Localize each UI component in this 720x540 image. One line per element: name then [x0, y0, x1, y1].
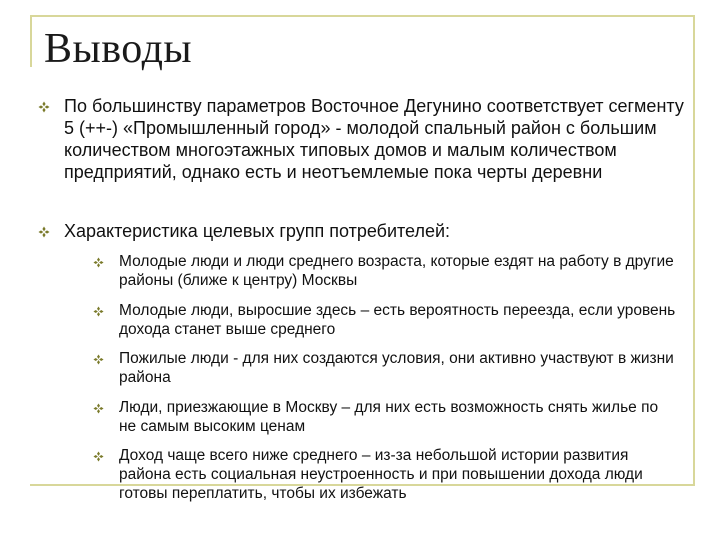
sub-list-item	[119, 398, 679, 436]
diamond-bullet-icon	[93, 403, 105, 415]
sub-list-item-text: Люди, приезжающие в Москву – для них есть возможность снять жилье по не самым высоким ценам	[119, 399, 659, 435]
diamond-bullet-icon	[38, 101, 50, 113]
frame-right-rule	[693, 15, 695, 485]
sub-list-item-text: Молодые люди и люди среднего возраста, которые ездят на работу в другие районы (ближе к центру) Москвы	[119, 253, 674, 289]
diamond-bullet-icon	[93, 451, 105, 463]
sub-list-item-text: Молодые люди, выросшие здесь – есть вероятность переезда, если уровень дохода станет выше среднего	[119, 302, 676, 338]
diamond-bullet-icon	[93, 354, 105, 366]
list-item-text: Характеристика целевых групп потребителей:	[64, 221, 451, 241]
slide-title: Выводы	[44, 26, 193, 72]
sub-list-item	[119, 301, 679, 339]
diamond-bullet-icon	[93, 306, 105, 318]
sub-list-item	[119, 252, 679, 290]
list-item	[64, 95, 684, 183]
list-item-text: По большинству параметров Восточное Дегунино соответствует сегменту 5 (++-) «Промышленный город» - молодой спальный район с большим количеством многоэтажных типовых домов и малым количеством предприятий, однако есть и неотъемлемые пока черты деревни	[64, 96, 684, 182]
diamond-bullet-icon	[93, 257, 105, 269]
sub-list-item-text: Доход чаще всего ниже среднего – из-за небольшой истории развития района есть социальная неустроенность и при повышении дохода люди готовы переплатить, чтобы их избежать	[119, 447, 643, 502]
frame-top-rule	[30, 15, 693, 17]
list-item	[64, 220, 684, 242]
sub-list-item-text: Пожилые люди - для них создаются условия, они активно участвуют в жизни района	[119, 350, 674, 386]
sub-list-item	[119, 446, 679, 503]
diamond-bullet-icon	[38, 226, 50, 238]
sub-list-item	[119, 349, 679, 387]
frame-left-rule	[30, 15, 32, 67]
